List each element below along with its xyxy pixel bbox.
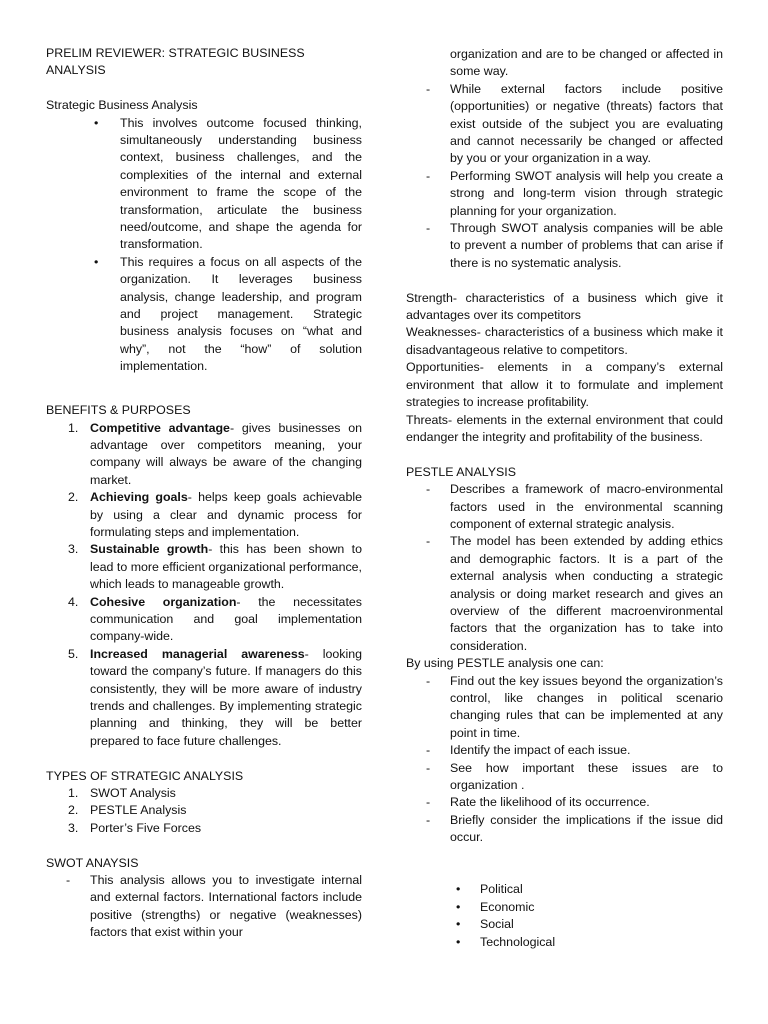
list-item	[406, 794, 723, 811]
pestle-dash-text: Describes a framework of macro-environmental factors used in the environmental scanning component of external strategic analysis.	[450, 482, 723, 531]
swot-text: This analysis allows you to investigate internal and external factors. International factors include positive (strengths) or negative (weaknesses) factors that exist within your	[90, 873, 362, 940]
list-item	[406, 812, 723, 847]
list-item	[406, 881, 723, 898]
benefit-text: - looking toward the company’s future. If managers do this consistently, they will be more aware of industry trends and challenges. By implementing strategic planning and thinking, they will be better prepared to face future challenges.	[90, 646, 362, 748]
benefits-heading: BENEFITS & PURPOSES	[46, 403, 191, 418]
list-item	[406, 533, 723, 655]
pestle-can-text: Identify the impact of each issue.	[450, 743, 631, 758]
swot-text-continued: organization and are to be changed or affected in some way.	[450, 47, 723, 79]
pestle-can-text: See how important these issues are to organization .	[450, 760, 723, 793]
type-text: SWOT Analysis	[90, 786, 176, 801]
dash-icon: -	[426, 81, 431, 96]
list-item	[406, 168, 723, 220]
list-item	[46, 420, 362, 490]
list-item	[46, 115, 362, 254]
swot-heading: SWOT ANAYSIS	[46, 855, 139, 870]
list-item	[46, 785, 362, 802]
swot-definition: Opportunities- elements in a company’s external environment that allow it to formulate and implement strategies to increase profitability.	[406, 360, 723, 410]
pestle-can-text: Briefly consider the implications if the issue did occur.	[450, 812, 723, 845]
types-heading: TYPES OF STRATEGIC ANALYSIS	[46, 768, 244, 783]
pestle-factor: Social	[480, 917, 514, 932]
list-number: 3.	[68, 820, 79, 835]
swot-definition: Strength- characteristics of a business which give it advantages over its competitors	[406, 290, 723, 323]
list-number: 3.	[68, 542, 79, 557]
pestle-factor: Technological	[480, 934, 556, 949]
benefit-term: Sustainable growth	[90, 542, 209, 557]
sba-bullet-text: This involves outcome focused thinking, simultaneously understanding business context, business challenges, and the complexities of the internal and external environment to frame the scope of the transformation, articulate the business need/outcome, and shape the agenda for transformation.	[120, 115, 362, 252]
bullet-icon: •	[456, 899, 461, 914]
document-title: PRELIM REVIEWER: STRATEGIC BUSINESS ANALYSIS	[46, 46, 305, 78]
bullet-icon: •	[94, 254, 99, 269]
bullet-icon: •	[94, 115, 99, 130]
list-number: 2.	[68, 490, 79, 505]
benefit-text: - gives businesses on advantage over competitors meaning, your company will always be aware of the changing market.	[90, 420, 362, 487]
type-text: Porter’s Five Forces	[90, 820, 202, 835]
list-item	[406, 220, 723, 272]
benefit-term: Achieving goals	[90, 490, 188, 505]
swot-definition: Threats- elements in the external environment that could endanger the integrity and profitability of the business.	[406, 412, 723, 444]
pestle-can-text: Find out the key issues beyond the organization’s control, like changes in political scenario changing rules that can be implemented at any point in time.	[450, 673, 723, 740]
list-item	[406, 760, 723, 795]
list-item	[46, 872, 362, 942]
swot-dash-text: While external factors include positive (opportunities) or negative (threats) factors that exist outside of the subject you are evaluating and cannot necessarily be changed or affected by you or your organization in a way.	[450, 81, 723, 166]
dash-icon: -	[426, 743, 431, 758]
bullet-icon: •	[456, 934, 461, 949]
list-number: 1.	[68, 420, 79, 435]
left-column	[46, 45, 362, 942]
benefit-text: - this has been shown to lead to more efficient organizational performance, which leads to manageable growth.	[90, 542, 362, 592]
dash-icon: -	[426, 795, 431, 810]
list-item	[406, 81, 723, 168]
pestle-using: By using PESTLE analysis one can:	[406, 656, 604, 671]
list-item	[46, 541, 362, 593]
sba-bullet-text: This requires a focus on all aspects of the organization. It leverages business analysis, change leadership, and program and project management. Strategic business analysis focuses on “what and why”, not the “how” of solution implementation.	[120, 254, 362, 374]
dash-icon: -	[426, 221, 431, 236]
dash-icon: -	[426, 168, 431, 183]
list-number: 2.	[68, 803, 79, 818]
list-item	[46, 254, 362, 376]
sba-heading: Strategic Business Analysis	[46, 98, 198, 113]
pestle-heading: PESTLE ANALYSIS	[406, 464, 516, 479]
bullet-icon: •	[456, 882, 461, 897]
bullet-icon: •	[456, 917, 461, 932]
list-item	[46, 820, 362, 837]
list-number: 1.	[68, 786, 79, 801]
dash-icon: -	[426, 760, 431, 775]
list-number: 5.	[68, 646, 79, 661]
benefit-text: - the necessitates communication and goal implementation company-wide.	[90, 594, 362, 644]
dash-icon: -	[426, 482, 431, 497]
pestle-factor: Political	[480, 882, 523, 897]
swot-dash-text: Performing SWOT analysis will help you create a strong and long-term vision through strategic planning for your organization.	[450, 168, 723, 218]
benefit-term: Cohesive organization	[90, 594, 237, 609]
list-item	[406, 916, 723, 933]
list-item	[406, 899, 723, 916]
benefit-term: Competitive advantage	[90, 420, 230, 435]
list-number: 4.	[68, 594, 79, 609]
list-item	[46, 802, 362, 819]
dash-icon: -	[426, 534, 431, 549]
list-item	[406, 742, 723, 759]
list-item	[46, 594, 362, 646]
pestle-dash-text: The model has been extended by adding ethics and demographic factors. It is a part of the external analysis when conducting a strategic analysis or doing market research and gives an overview of the different macroenvironmental factors that the organization has to take into consideration.	[450, 534, 723, 653]
dash-icon: -	[426, 812, 431, 827]
pestle-factor: Economic	[480, 899, 535, 914]
list-item	[46, 489, 362, 541]
list-item	[406, 481, 723, 533]
pestle-can-text: Rate the likelihood of its occurrence.	[450, 795, 650, 810]
swot-definition: Weaknesses- characteristics of a business which make it disadvantageous relative to competitors.	[406, 325, 723, 357]
right-column	[406, 46, 723, 951]
dash-icon: -	[66, 873, 71, 888]
list-item	[406, 673, 723, 743]
list-item	[46, 646, 362, 750]
dash-icon: -	[426, 673, 431, 688]
benefit-term: Increased managerial awareness	[90, 646, 305, 661]
list-item	[406, 46, 723, 81]
type-text: PESTLE Analysis	[90, 803, 187, 818]
benefit-text: - helps keep goals achievable by using a clear and dynamic process for formulating steps and implementation.	[90, 490, 362, 539]
swot-dash-text: Through SWOT analysis companies will be able to prevent a number of problems that can arise if there is no systematic analysis.	[450, 221, 723, 270]
list-item	[406, 934, 723, 951]
